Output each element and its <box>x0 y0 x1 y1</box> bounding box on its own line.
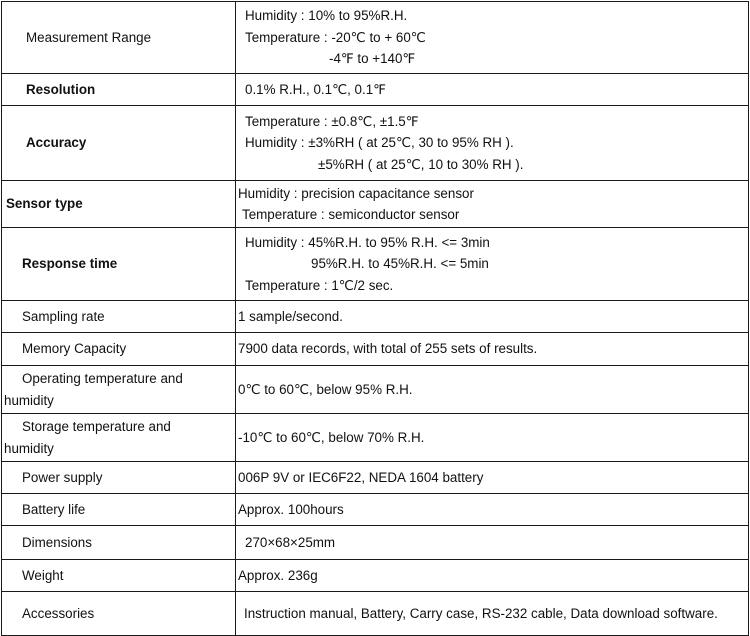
spec-value-cell <box>236 228 749 301</box>
spec-value-cell <box>236 560 749 592</box>
spec-label-cell <box>2 414 236 462</box>
spec-value-cell <box>236 2 749 74</box>
spec-value: 270×68×25mm <box>245 534 336 550</box>
spec-value-cell <box>236 592 749 636</box>
spec-value: Temperature : ±0.8℃, ±1.5℉ <box>245 113 419 129</box>
spec-value: 0℃ to 60℃, below 95% R.H. <box>238 381 413 397</box>
spec-label: Sensor type <box>6 196 83 212</box>
spec-value: 006P 9V or IEC6F22, NEDA 1604 battery <box>238 469 484 485</box>
spec-label-cell <box>2 181 236 228</box>
spec-value: Temperature : -20℃ to + 60℃ <box>245 29 426 45</box>
spec-label: Storage temperature and <box>22 419 171 434</box>
spec-value-cell <box>236 106 749 181</box>
spec-label-cell <box>2 301 236 333</box>
spec-label-cell <box>2 228 236 301</box>
table-row <box>2 366 749 414</box>
spec-label: Memory Capacity <box>22 341 127 357</box>
spec-label-cell <box>2 106 236 181</box>
spec-label: Dimensions <box>22 534 92 550</box>
spec-label: Power supply <box>22 469 103 485</box>
spec-value-cell <box>236 462 749 494</box>
spec-value-cell <box>236 494 749 526</box>
spec-value: Humidity : 10% to 95%R.H. <box>245 8 408 24</box>
spec-value: 0.1% R.H., 0.1℃, 0.1℉ <box>245 81 386 97</box>
spec-label-cell <box>2 74 236 106</box>
spec-value-cell <box>236 526 749 560</box>
spec-label-cell <box>2 494 236 526</box>
specifications-table <box>1 1 749 636</box>
spec-label: Measurement Range <box>26 29 152 45</box>
table-row <box>2 592 749 636</box>
spec-value-cell <box>236 181 749 228</box>
spec-value-cell <box>236 74 749 106</box>
spec-label: Accuracy <box>26 135 87 151</box>
spec-label-cell <box>2 2 236 74</box>
table-row <box>2 526 749 560</box>
spec-label: humidity <box>4 392 54 408</box>
spec-value: 95%R.H. to 45%R.H. <= 5min <box>311 256 489 272</box>
table-row <box>2 494 749 526</box>
spec-value-cell <box>236 333 749 366</box>
table-row <box>2 333 749 366</box>
table-row <box>2 301 749 333</box>
spec-label: humidity <box>4 440 54 456</box>
spec-value: 7900 data records, with total of 255 sets of results. <box>238 341 538 357</box>
table-row <box>2 228 749 301</box>
table-row <box>2 414 749 462</box>
spec-value: Approx. 100hours <box>238 501 344 517</box>
spec-value: Humidity : precision capacitance sensor <box>238 185 474 201</box>
spec-value-cell <box>236 414 749 462</box>
spec-label-cell <box>2 366 236 414</box>
spec-label-cell <box>2 333 236 366</box>
spec-label-cell <box>2 462 236 494</box>
spec-value-cell <box>236 301 749 333</box>
table-row <box>2 106 749 181</box>
table-row <box>2 74 749 106</box>
spec-label: Resolution <box>26 81 96 97</box>
spec-label-cell <box>2 592 236 636</box>
spec-value-cell <box>236 366 749 414</box>
spec-value: 1 sample/second. <box>238 308 343 324</box>
spec-value: Approx. 236g <box>238 567 318 583</box>
table-row <box>2 181 749 228</box>
spec-label: Battery life <box>22 501 86 517</box>
spec-value: Humidity : ±3%RH ( at 25℃, 30 to 95% RH ). <box>245 135 514 151</box>
spec-value: Humidity : 45%R.H. to 95% R.H. <= 3min <box>245 234 490 250</box>
table-row <box>2 462 749 494</box>
spec-label: Accessories <box>22 605 95 621</box>
spec-label-cell <box>2 560 236 592</box>
table-row <box>2 2 749 74</box>
spec-label-cell <box>2 526 236 560</box>
spec-label: Sampling rate <box>22 308 105 324</box>
spec-label: Response time <box>22 256 118 272</box>
spec-value: -4℉ to +140℉ <box>329 51 416 67</box>
spec-label: Weight <box>22 567 64 583</box>
spec-value: Temperature : semiconductor sensor <box>242 207 460 222</box>
spec-value: Instruction manual, Battery, Carry case, RS-232 cable, Data download software. <box>244 605 718 621</box>
table-row <box>2 560 749 592</box>
spec-value: Temperature : 1℃/2 sec. <box>245 277 394 293</box>
spec-label: Operating temperature and <box>22 371 183 386</box>
spec-value: ±5%RH ( at 25℃, 10 to 30% RH ). <box>318 156 524 172</box>
spec-value: -10℃ to 60℃, below 70% R.H. <box>238 429 425 445</box>
